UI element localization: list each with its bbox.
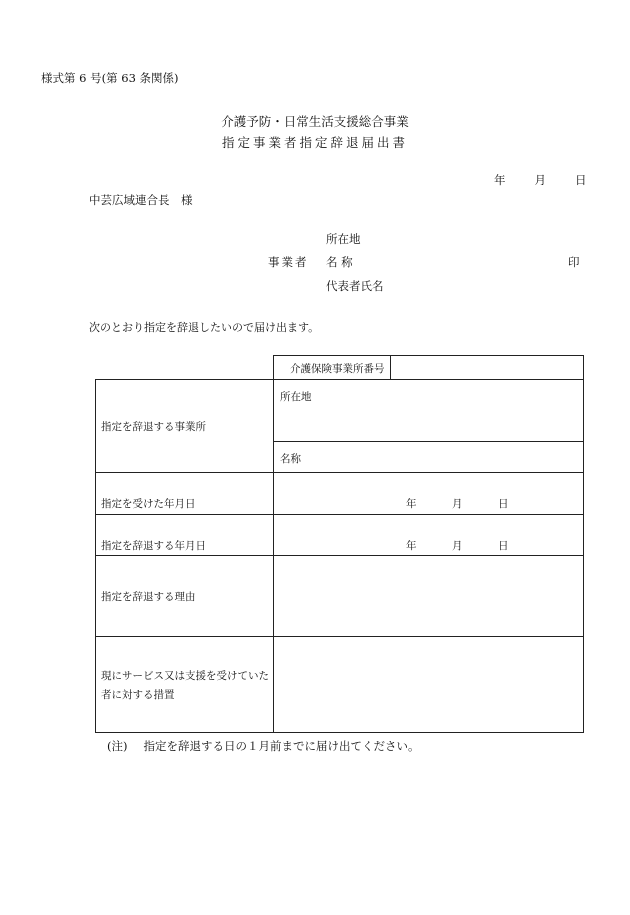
applicant-business-label: 事業者	[268, 255, 309, 269]
withdraw-day-label: 日	[498, 540, 509, 552]
measures-label-line1: 現にサービス又は支援を受けていた	[101, 670, 269, 682]
table-line	[390, 355, 391, 379]
measures-field[interactable]	[275, 639, 581, 730]
addressee: 中芸広域連合長 様	[89, 193, 193, 207]
document-title-line1: 介護予防・日常生活支援総合事業	[221, 114, 409, 129]
footnote	[107, 738, 419, 754]
provider-number-label: 介護保険事業所番号	[290, 363, 385, 375]
table-line	[95, 555, 584, 556]
withdraw-year-label: 年	[406, 540, 417, 552]
document-title-line2: 指定事業者指定辞退届出書	[221, 135, 408, 150]
designation-date-label: 指定を受けた年月日	[101, 498, 196, 510]
measures-label-line2: 者に対する措置	[101, 689, 175, 701]
footnote-marker: (注)	[107, 739, 128, 753]
office-name-field[interactable]	[310, 444, 581, 470]
table-line	[95, 379, 96, 733]
intro-text: 次のとおり指定を辞退したいので届け出ます。	[89, 321, 320, 334]
withdraw-month-label: 月	[452, 540, 463, 552]
designation-month-label: 月	[452, 498, 463, 510]
date-day-label: 日	[575, 173, 587, 187]
table-line	[273, 441, 584, 442]
table-line	[95, 514, 584, 515]
reason-field[interactable]	[275, 558, 581, 634]
form-number: 様式第 6 号(第 63 条関係)	[41, 71, 179, 85]
table-line	[95, 732, 584, 733]
table-line	[273, 379, 274, 733]
provider-number-field[interactable]	[392, 357, 581, 377]
seal-mark: 印	[568, 255, 580, 269]
designation-year-label: 年	[406, 498, 417, 510]
table-line	[95, 472, 584, 473]
office-name-label: 名称	[280, 453, 301, 465]
date-year-label: 年	[494, 173, 506, 187]
applicant-name-label: 名 称	[326, 255, 353, 269]
withdraw-date-label: 指定を辞退する年月日	[101, 540, 206, 552]
designation-day-label: 日	[498, 498, 509, 510]
footnote-text: 指定を辞退する日の１月前までに届け出てください。	[143, 739, 420, 753]
table-line	[583, 355, 584, 733]
table-line	[95, 379, 584, 380]
applicant-address-label: 所在地	[326, 232, 361, 246]
office-address-field[interactable]	[275, 404, 581, 439]
date-month-label: 月	[534, 173, 546, 187]
reason-label: 指定を辞退する理由	[101, 591, 196, 603]
office-address-label: 所在地	[280, 391, 312, 403]
submission-date	[494, 172, 587, 188]
table-line	[95, 636, 584, 637]
office-label: 指定を辞退する事業所	[101, 421, 206, 433]
table-line	[273, 355, 274, 379]
table-line	[273, 355, 583, 356]
applicant-representative-label: 代表者氏名	[326, 279, 384, 293]
